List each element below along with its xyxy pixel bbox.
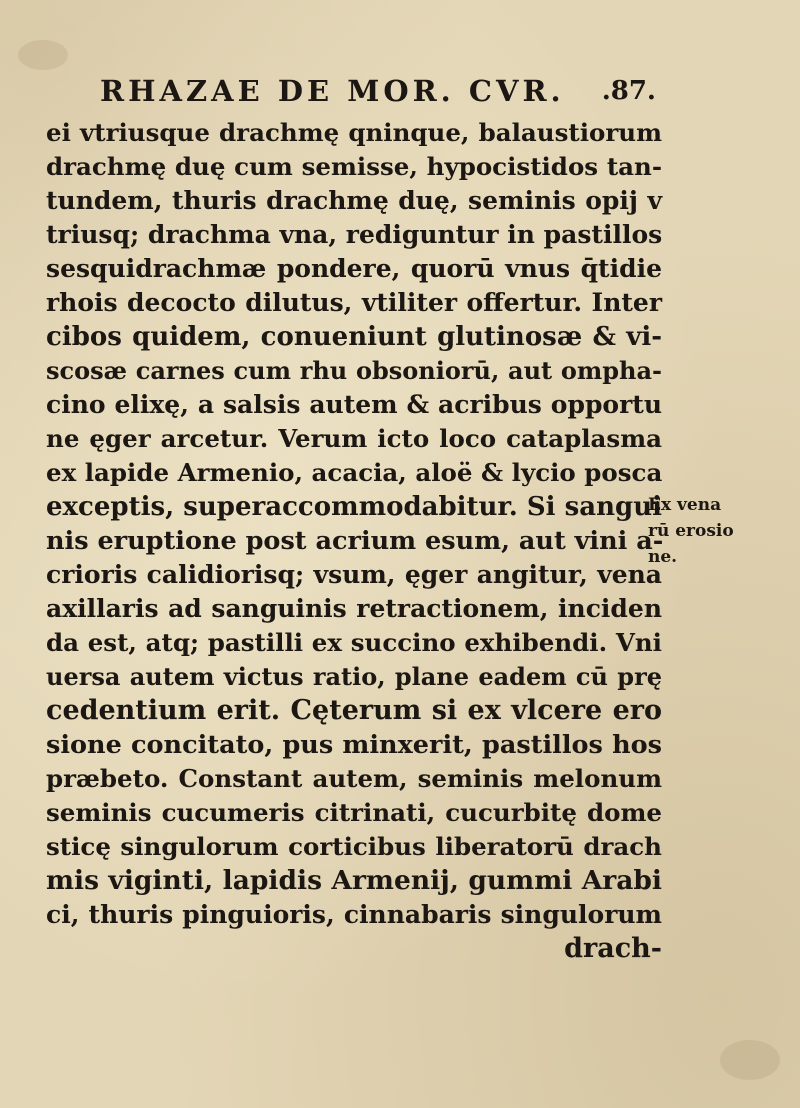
text-line: exceptis, superaccommodabitur. Si sangui — [46, 492, 662, 522]
marginal-note — [648, 492, 748, 570]
text-line: præbeto. Constant autem, seminis melonum — [46, 764, 662, 793]
running-head-title: RHAZAE DE MOR. CVR. — [100, 74, 565, 108]
text-line: seminis cucumeris citrinati, cucurbitę dome — [46, 798, 662, 827]
text-line: cedentium erit. Cęterum si ex vlcere ero — [46, 695, 662, 726]
text-line: ei vtriusque drachmę qninque, balaustiorum — [46, 118, 662, 147]
paper-stain — [720, 1040, 780, 1080]
text-line: cibos quidem, conueniunt glutinosæ & vi- — [46, 322, 662, 352]
text-line: drachmę duę cum semisse, hypocistidos tan- — [46, 152, 662, 181]
folio-number: .87. — [601, 76, 656, 106]
marginal-note-line: ne. — [648, 547, 678, 567]
text-line: ne ęger arcetur. Verum icto loco cataplasma — [46, 424, 662, 453]
text-line: scosæ carnes cum rhu obsoniorū, aut ompha- — [46, 356, 662, 385]
text-line: sticę singulorum corticibus liberatorū drach — [46, 832, 662, 861]
text-line: mis viginti, lapidis Armenij, gummi Arabi — [46, 865, 662, 896]
marginal-note-line: rū erosio — [648, 521, 734, 541]
text-line: axillaris ad sanguinis retractionem, inciden — [46, 594, 662, 623]
text-line: ci, thuris pinguioris, cinnabaris singulorum — [46, 900, 662, 929]
text-line: triusq; drachma vna, rediguntur in pastillos — [46, 220, 663, 249]
text-line: sione concitato, pus minxerit, pastillos hos — [46, 730, 662, 760]
text-line: rhois decocto dilutus, vtiliter offertur. Inter — [46, 288, 662, 317]
marginal-note-line: Ex vena — [648, 495, 722, 515]
text-line: da est, atq; pastilli ex succino exhibendi. Vni — [46, 628, 662, 657]
catchword: drach- — [564, 933, 662, 964]
text-line: ex lapide Armenio, acacia, aloë & lycio posca — [46, 458, 663, 487]
paper-stain — [18, 40, 68, 70]
text-line: tundem, thuris drachmę duę, seminis opij v — [46, 186, 662, 215]
running-head — [100, 74, 660, 114]
text-line: cino elixę, a salsis autem & acribus opportu — [46, 390, 662, 419]
text-line: uersa autem victus ratio, plane eadem cū prę — [46, 662, 662, 691]
text-line: nis eruptione post acrium esum, aut vini a- — [46, 526, 664, 556]
main-text-block — [46, 116, 662, 966]
text-line: sesquidrachmæ pondere, quorū vnus q̄tidie — [46, 254, 662, 283]
text-line: crioris calidiorisq; vsum, ęger angitur, vena — [46, 560, 662, 589]
